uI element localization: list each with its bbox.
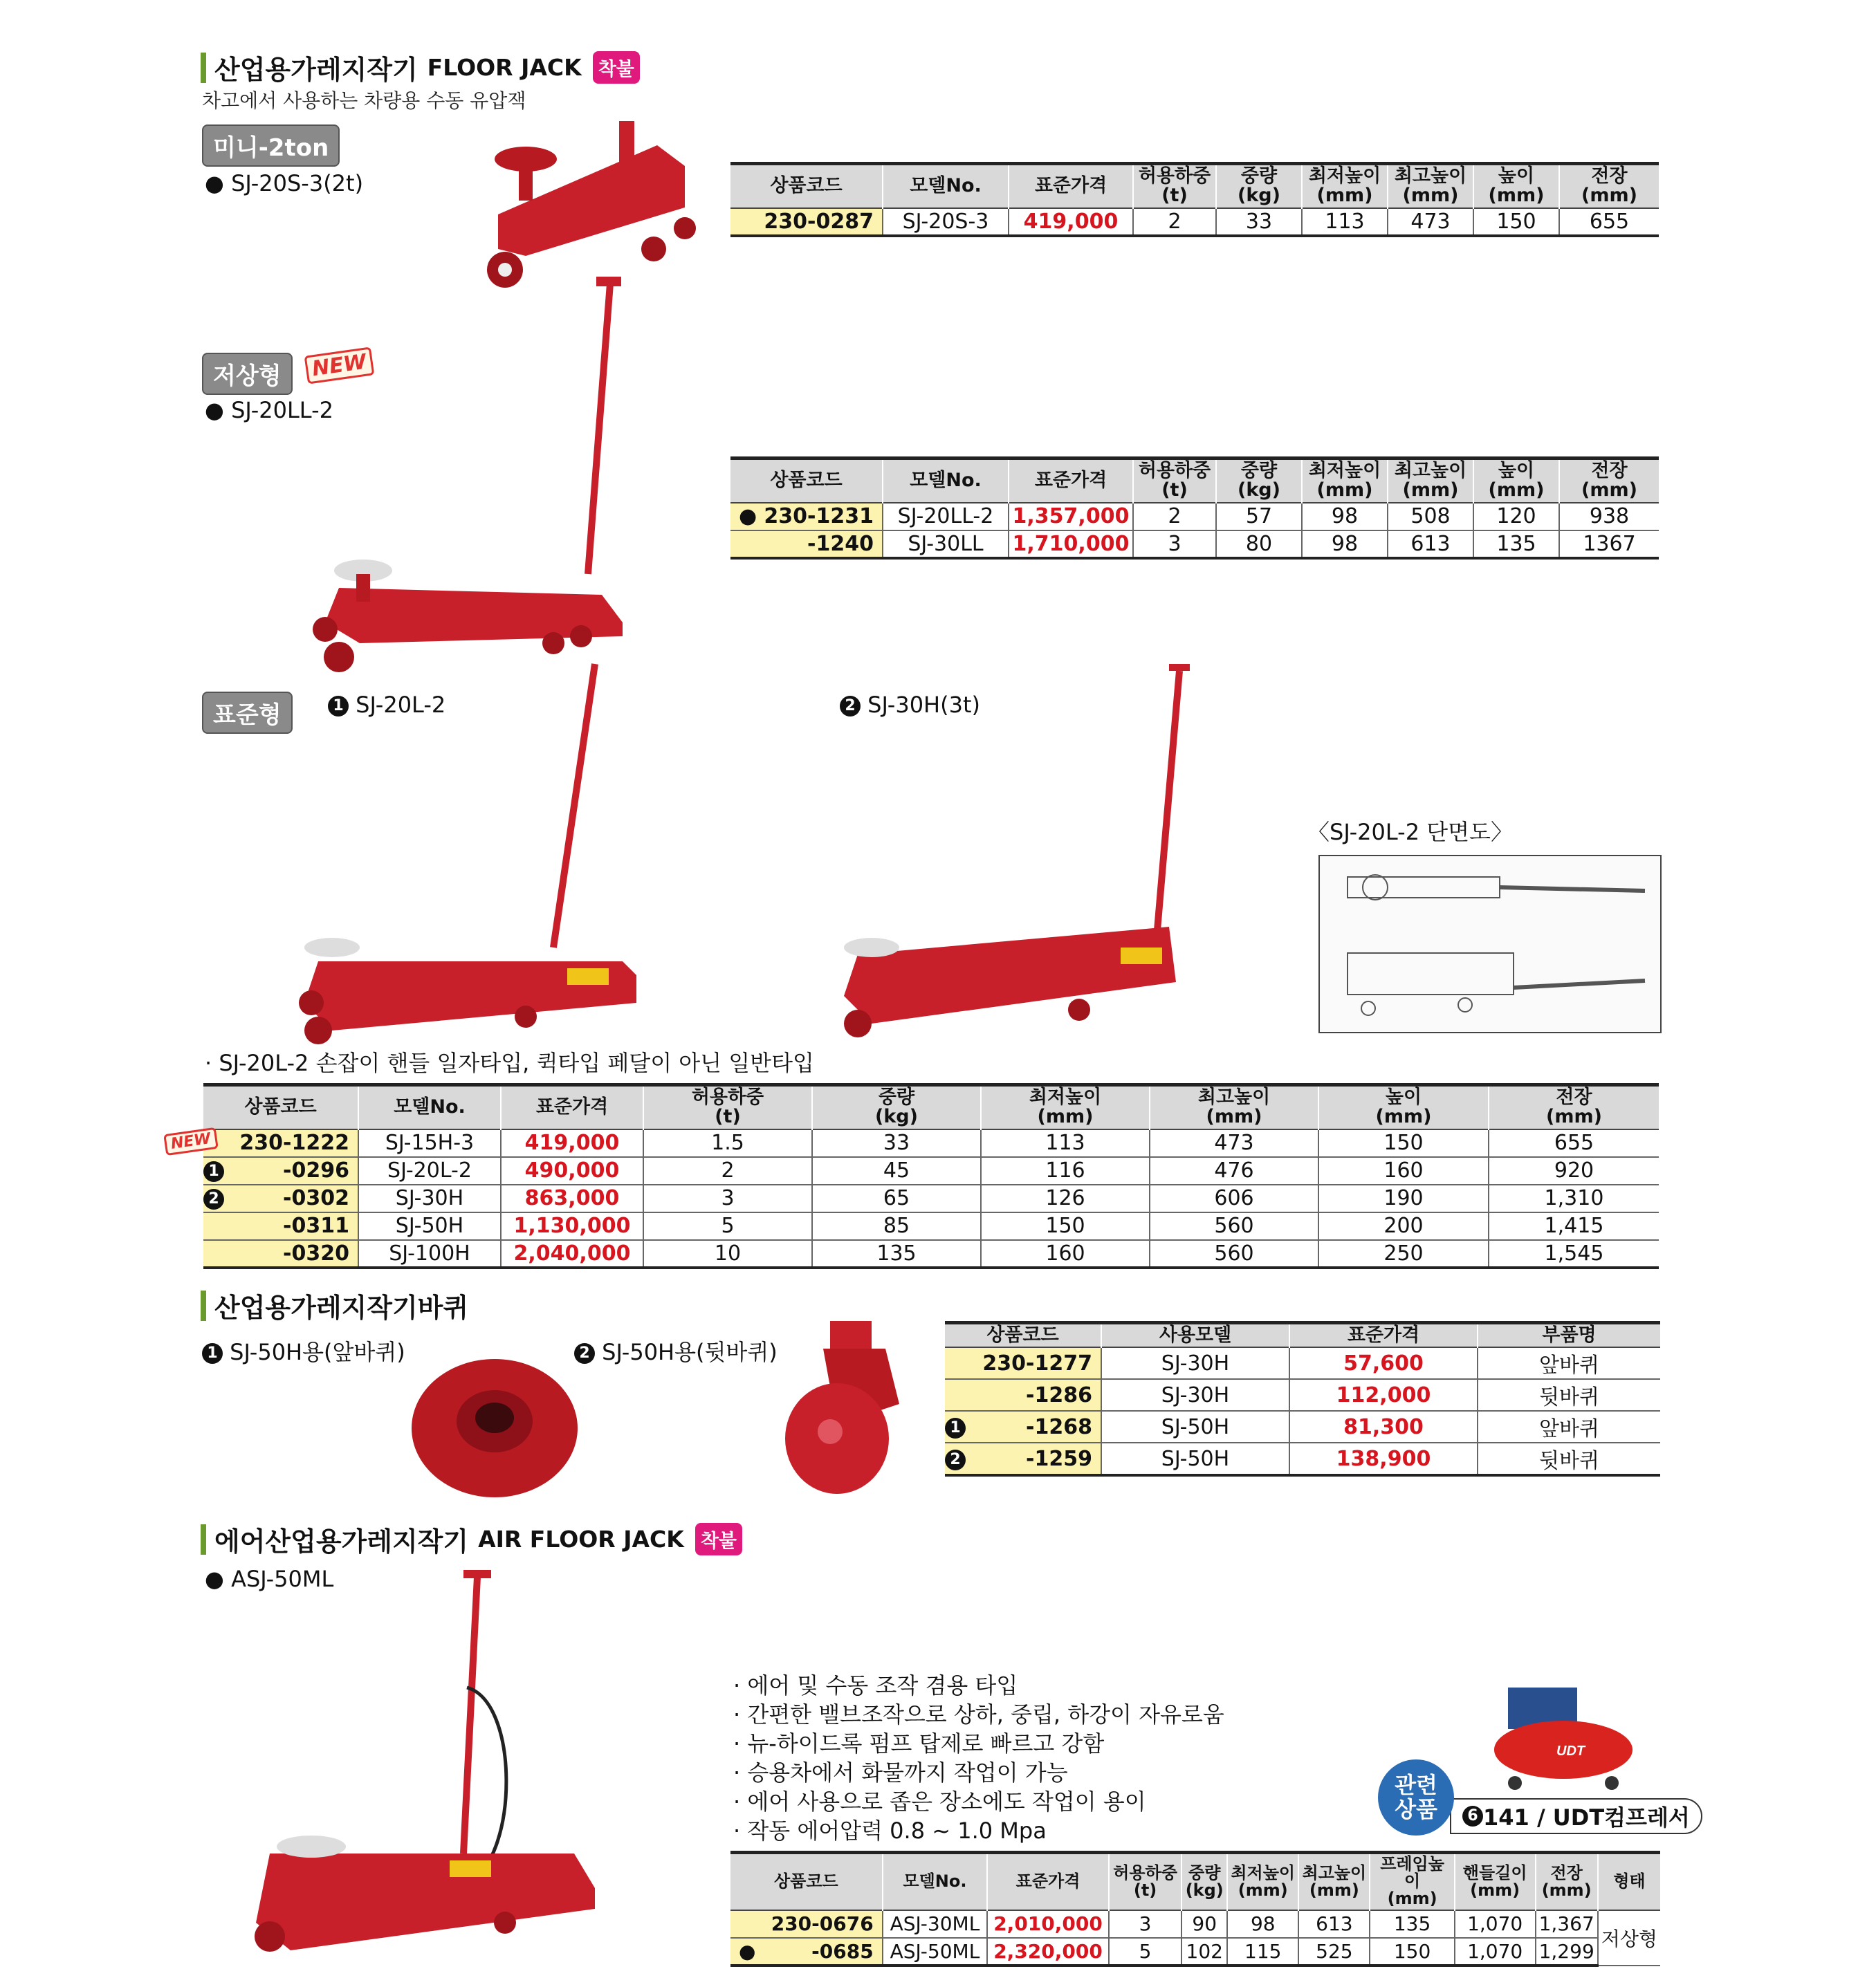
category-pill-low: 저상형 xyxy=(202,353,293,395)
model-label-air: ● ASJ-50ML xyxy=(205,1566,334,1592)
table-cell: 85 xyxy=(812,1212,981,1240)
compressor-brand-text: UDT xyxy=(1556,1744,1585,1759)
table-cell: 2,040,000 xyxy=(501,1240,643,1268)
table-cell: 560 xyxy=(1150,1240,1318,1268)
rear-wheel-image xyxy=(782,1321,906,1501)
table-header: 높이 (mm) xyxy=(1318,1085,1489,1129)
table-header: 전장 (mm) xyxy=(1489,1085,1659,1129)
model-label-standard-2: 2 SJ-30H(3t) xyxy=(840,692,980,718)
table-cell: 1 -0296 xyxy=(203,1157,358,1185)
table-header: 전장 (mm) xyxy=(1559,459,1659,503)
table-cell: 33 xyxy=(1216,208,1302,236)
drawing-caption: 〈SJ-20L-2 단면도〉 xyxy=(1307,819,1513,845)
table-cell: 1,070 xyxy=(1455,1910,1536,1938)
new-badge: NEW xyxy=(163,1127,218,1156)
table-cell: 150 xyxy=(1318,1129,1489,1157)
table-header: 허용하중 (t) xyxy=(643,1085,812,1129)
table-header: 높이 (mm) xyxy=(1473,164,1559,208)
table-cell: -0320 xyxy=(203,1240,358,1268)
table-header: 표준가격 xyxy=(1289,1323,1478,1348)
table-cell: 863,000 xyxy=(501,1185,643,1212)
table-cell: 135 xyxy=(1473,530,1559,558)
table-cell: 102 xyxy=(1181,1938,1227,1966)
table-row xyxy=(203,1240,1659,1268)
model-label-mini: ● SJ-20S-3(2t) xyxy=(205,170,364,196)
table-cell: 230-0676 xyxy=(730,1910,883,1938)
table-cell: 2 xyxy=(1133,208,1216,236)
table-cell: 2,010,000 xyxy=(987,1910,1109,1938)
table-cell: 1,357,000 xyxy=(1009,503,1133,530)
table-cell: 150 xyxy=(1370,1938,1454,1966)
table-header: 전장 (mm) xyxy=(1536,1853,1598,1910)
table-cell: 1,070 xyxy=(1455,1938,1536,1966)
table-header: 중량 (kg) xyxy=(1216,164,1302,208)
table-cell: 1,415 xyxy=(1489,1212,1659,1240)
table-cell: 80 xyxy=(1216,530,1302,558)
table-cell: 81,300 xyxy=(1289,1411,1478,1443)
wheel-label-rear: 2 SJ-50H용(뒷바퀴) xyxy=(574,1335,778,1367)
table-cell: 1,710,000 xyxy=(1009,530,1133,558)
form-type-cell: 저상형 xyxy=(1598,1910,1660,1966)
table-header: 모델No. xyxy=(358,1085,501,1129)
table-cell: 160 xyxy=(1318,1157,1489,1185)
table-row xyxy=(203,1129,1659,1157)
table-cell: 1,310 xyxy=(1489,1185,1659,1212)
table-cell: 473 xyxy=(1150,1129,1318,1157)
table-cell: 1,545 xyxy=(1489,1240,1659,1268)
table-row xyxy=(203,1157,1659,1185)
table-cell: SJ-20LL-2 xyxy=(883,503,1009,530)
table-cell: 3 xyxy=(643,1185,812,1212)
table-cell: 1.5 xyxy=(643,1129,812,1157)
table-cell: SJ-50H xyxy=(1101,1443,1289,1475)
table-cell: SJ-30LL xyxy=(883,530,1009,558)
spec-table-mini xyxy=(730,162,1659,237)
table-cell: 90 xyxy=(1181,1910,1227,1938)
table-cell: 65 xyxy=(812,1185,981,1212)
feature-item: · 에어 사용으로 좁은 장소에도 작업이 용이 xyxy=(733,1788,1146,1815)
table-header: 최고높이 (mm) xyxy=(1298,1853,1370,1910)
table-cell: 2 xyxy=(643,1157,812,1185)
table-header: 높이 (mm) xyxy=(1473,459,1559,503)
table-header: 모델No. xyxy=(883,1853,988,1910)
section-title-floor-jack: 산업용가레지작기 FLOOR JACK 착불 xyxy=(201,48,640,86)
table-cell: SJ-20S-3 xyxy=(883,208,1009,236)
cross-section-drawing xyxy=(1318,855,1662,1033)
table-cell: SJ-30H xyxy=(358,1185,501,1212)
table-cell: 150 xyxy=(981,1212,1150,1240)
table-cell: 126 xyxy=(981,1185,1150,1212)
feature-item: · 에어 및 수동 조작 겸용 타입 xyxy=(733,1672,1018,1699)
freight-collect-badge: 착불 xyxy=(593,51,640,84)
table-header: 최저높이 (mm) xyxy=(1302,459,1388,503)
table-cell: 135 xyxy=(1370,1910,1454,1938)
table-header: 프레임높이 (mm) xyxy=(1370,1853,1454,1910)
table-cell: SJ-30H xyxy=(1101,1379,1289,1411)
table-cell: 1,130,000 xyxy=(501,1212,643,1240)
table-header: 최저높이 (mm) xyxy=(981,1085,1150,1129)
table-row xyxy=(203,1185,1659,1212)
table-header: 최고높이 (mm) xyxy=(1388,459,1473,503)
table-cell: 112,000 xyxy=(1289,1379,1478,1411)
table-cell: 138,900 xyxy=(1289,1443,1478,1475)
table-cell: 1,299 xyxy=(1536,1938,1598,1966)
table-cell: 2 xyxy=(1133,503,1216,530)
table-cell: -1286 xyxy=(945,1379,1101,1411)
table-header: 허용하중 (t) xyxy=(1133,459,1216,503)
table-header: 허용하중 (t) xyxy=(1109,1853,1181,1910)
table-cell: 525 xyxy=(1298,1938,1370,1966)
standard-note: · SJ-20L-2 손잡이 핸들 일자타입, 퀵타입 페달이 아닌 일반타입 xyxy=(205,1050,814,1076)
table-cell: 5 xyxy=(1109,1938,1181,1966)
table-cell: 3 xyxy=(1133,530,1216,558)
table-cell: 135 xyxy=(812,1240,981,1268)
table-cell: 98 xyxy=(1227,1910,1298,1938)
feature-item: · 작동 에어압력 0.8 ~ 1.0 Mpa xyxy=(733,1818,1047,1844)
table-header: 상품코드 xyxy=(730,164,883,208)
table-row xyxy=(730,208,1659,236)
table-cell: 490,000 xyxy=(501,1157,643,1185)
table-cell: 116 xyxy=(981,1157,1150,1185)
table-cell: 250 xyxy=(1318,1240,1489,1268)
table-header: 허용하중 (t) xyxy=(1133,164,1216,208)
category-pill-mini: 미니-2ton xyxy=(202,124,340,167)
table-cell: NEW 230-1222 xyxy=(203,1129,358,1157)
table-header: 최저높이 (mm) xyxy=(1227,1853,1298,1910)
floor-jack-sj30h-image xyxy=(830,650,1190,1051)
table-cell: 3 xyxy=(1109,1910,1181,1938)
table-header: 중량 (kg) xyxy=(812,1085,981,1129)
table-cell: 2 -0302 xyxy=(203,1185,358,1212)
table-header: 모델No. xyxy=(883,459,1009,503)
section-title-wheel: 산업용가레지작기바퀴 xyxy=(201,1286,468,1324)
table-cell: 33 xyxy=(812,1129,981,1157)
table-cell: 200 xyxy=(1318,1212,1489,1240)
table-row xyxy=(945,1347,1660,1379)
spec-table-low xyxy=(730,456,1659,560)
table-header: 사용모델 xyxy=(1101,1323,1289,1348)
table-cell: 1,367 xyxy=(1536,1910,1598,1938)
table-header: 최고높이 (mm) xyxy=(1388,164,1473,208)
table-cell: 150 xyxy=(1473,208,1559,236)
table-row xyxy=(730,530,1659,558)
table-cell: 2,320,000 xyxy=(987,1938,1109,1966)
table-header: 상품코드 xyxy=(945,1323,1101,1348)
bullet-dot: ● xyxy=(739,504,757,529)
table-cell: SJ-100H xyxy=(358,1240,501,1268)
table-cell: 45 xyxy=(812,1157,981,1185)
table-cell: 230-0287 xyxy=(730,208,883,236)
item-number-badge: 1 xyxy=(945,1418,966,1439)
table-header: 표준가격 xyxy=(1009,164,1133,208)
table-cell: SJ-30H xyxy=(1101,1347,1289,1379)
table-cell: 230-1277 xyxy=(945,1347,1101,1379)
table-cell: 57,600 xyxy=(1289,1347,1478,1379)
table-cell: 10 xyxy=(643,1240,812,1268)
table-cell: -0311 xyxy=(203,1212,358,1240)
related-product-link[interactable]: 6 141 / UDT컴프레서 xyxy=(1450,1798,1702,1834)
table-cell: 655 xyxy=(1559,208,1659,236)
table-cell: SJ-20L-2 xyxy=(358,1157,501,1185)
table-cell: 5 xyxy=(643,1212,812,1240)
item-number-badge: 2 xyxy=(203,1189,224,1210)
table-cell: 113 xyxy=(1302,208,1388,236)
table-header: 상품코드 xyxy=(730,459,883,503)
table-cell: 120 xyxy=(1473,503,1559,530)
table-cell: ASJ-30ML xyxy=(883,1910,988,1938)
table-row xyxy=(730,1938,1660,1966)
table-header: 핸들길이 (mm) xyxy=(1455,1853,1536,1910)
category-pill-standard: 표준형 xyxy=(202,692,293,734)
table-header: 최고높이 (mm) xyxy=(1150,1085,1318,1129)
table-cell: ● -0685 xyxy=(730,1938,883,1966)
wheel-label-front: 1 SJ-50H용(앞바퀴) xyxy=(202,1335,405,1367)
model-label-standard-1: 1 SJ-20L-2 xyxy=(328,692,445,718)
new-badge: NEW xyxy=(304,346,374,384)
table-cell: 앞바퀴 xyxy=(1478,1411,1660,1443)
table-header: 중량 (kg) xyxy=(1216,459,1302,503)
table-row xyxy=(730,1910,1660,1938)
section-title-air-floor-jack: 에어산업용가레지작기 AIR FLOOR JACK 착불 xyxy=(201,1520,742,1558)
table-cell: 57 xyxy=(1216,503,1302,530)
table-cell: -1240 xyxy=(730,530,883,558)
table-cell: 655 xyxy=(1489,1129,1659,1157)
feature-item: · 뉴-하이드록 펌프 탑제로 빠르고 강함 xyxy=(733,1730,1105,1757)
table-cell: 419,000 xyxy=(501,1129,643,1157)
table-cell: 113 xyxy=(981,1129,1150,1157)
section-subtitle: 차고에서 사용하는 차량용 수동 유압잭 xyxy=(202,89,526,112)
floor-jack-sj20l2-image xyxy=(291,657,650,1044)
feature-item: · 간편한 밸브조작으로 상하, 중립, 하강이 자유로움 xyxy=(733,1701,1224,1728)
table-header: 최저높이 (mm) xyxy=(1302,164,1388,208)
feature-list xyxy=(733,1671,1224,1845)
table-cell: SJ-50H xyxy=(358,1212,501,1240)
table-cell: 613 xyxy=(1388,530,1473,558)
table-cell: 98 xyxy=(1302,503,1388,530)
table-header: 중량 (kg) xyxy=(1181,1853,1227,1910)
table-header: 표준가격 xyxy=(987,1853,1109,1910)
table-cell: 160 xyxy=(981,1240,1150,1268)
freight-collect-badge-air: 착불 xyxy=(695,1523,742,1555)
front-wheel-image xyxy=(408,1356,581,1501)
table-cell: ASJ-50ML xyxy=(883,1938,988,1966)
table-cell: SJ-50H xyxy=(1101,1411,1289,1443)
table-cell: 앞바퀴 xyxy=(1478,1347,1660,1379)
related-product-badge: 관련 상품 xyxy=(1378,1759,1454,1836)
air-floor-jack-image xyxy=(228,1563,643,1978)
compressor-image xyxy=(1487,1674,1639,1791)
table-cell: 98 xyxy=(1302,530,1388,558)
table-row xyxy=(945,1443,1660,1475)
table-header: 상품코드 xyxy=(730,1853,883,1910)
table-cell: SJ-15H-3 xyxy=(358,1129,501,1157)
bullet-dot: ● xyxy=(739,1939,756,1963)
table-cell: 560 xyxy=(1150,1212,1318,1240)
spec-table-wheel xyxy=(945,1321,1660,1477)
feature-item: · 승용차에서 화물까지 작업이 가능 xyxy=(733,1759,1068,1786)
table-cell: 1 -1268 xyxy=(945,1411,1101,1443)
floor-jack-low-image xyxy=(297,277,629,678)
table-cell: 1367 xyxy=(1559,530,1659,558)
table-header: 상품코드 xyxy=(203,1085,358,1129)
table-cell: 473 xyxy=(1388,208,1473,236)
table-cell: 419,000 xyxy=(1009,208,1133,236)
model-label-low: ● SJ-20LL-2 xyxy=(205,397,333,423)
table-cell: 476 xyxy=(1150,1157,1318,1185)
table-header: 형태 xyxy=(1598,1853,1660,1910)
table-cell: 920 xyxy=(1489,1157,1659,1185)
table-cell: 613 xyxy=(1298,1910,1370,1938)
table-cell: 2 -1259 xyxy=(945,1443,1101,1475)
table-cell: 115 xyxy=(1227,1938,1298,1966)
table-cell: 뒷바퀴 xyxy=(1478,1443,1660,1475)
table-row xyxy=(203,1212,1659,1240)
table-header: 표준가격 xyxy=(1009,459,1133,503)
table-header: 부품명 xyxy=(1478,1323,1660,1348)
table-header: 표준가격 xyxy=(501,1085,643,1129)
item-number-badge: 1 xyxy=(203,1161,224,1182)
table-cell: 190 xyxy=(1318,1185,1489,1212)
spec-table-standard xyxy=(169,1083,1659,1269)
table-row xyxy=(945,1379,1660,1411)
table-header: 전장 (mm) xyxy=(1559,164,1659,208)
table-cell: 뒷바퀴 xyxy=(1478,1379,1660,1411)
spec-table-air xyxy=(730,1851,1660,1967)
table-header: 모델No. xyxy=(883,164,1009,208)
table-cell: ● 230-1231 xyxy=(730,503,883,530)
table-cell: 508 xyxy=(1388,503,1473,530)
item-number-badge: 2 xyxy=(945,1450,966,1470)
table-row xyxy=(945,1411,1660,1443)
table-cell: 938 xyxy=(1559,503,1659,530)
table-row xyxy=(730,503,1659,530)
table-cell: 606 xyxy=(1150,1185,1318,1212)
